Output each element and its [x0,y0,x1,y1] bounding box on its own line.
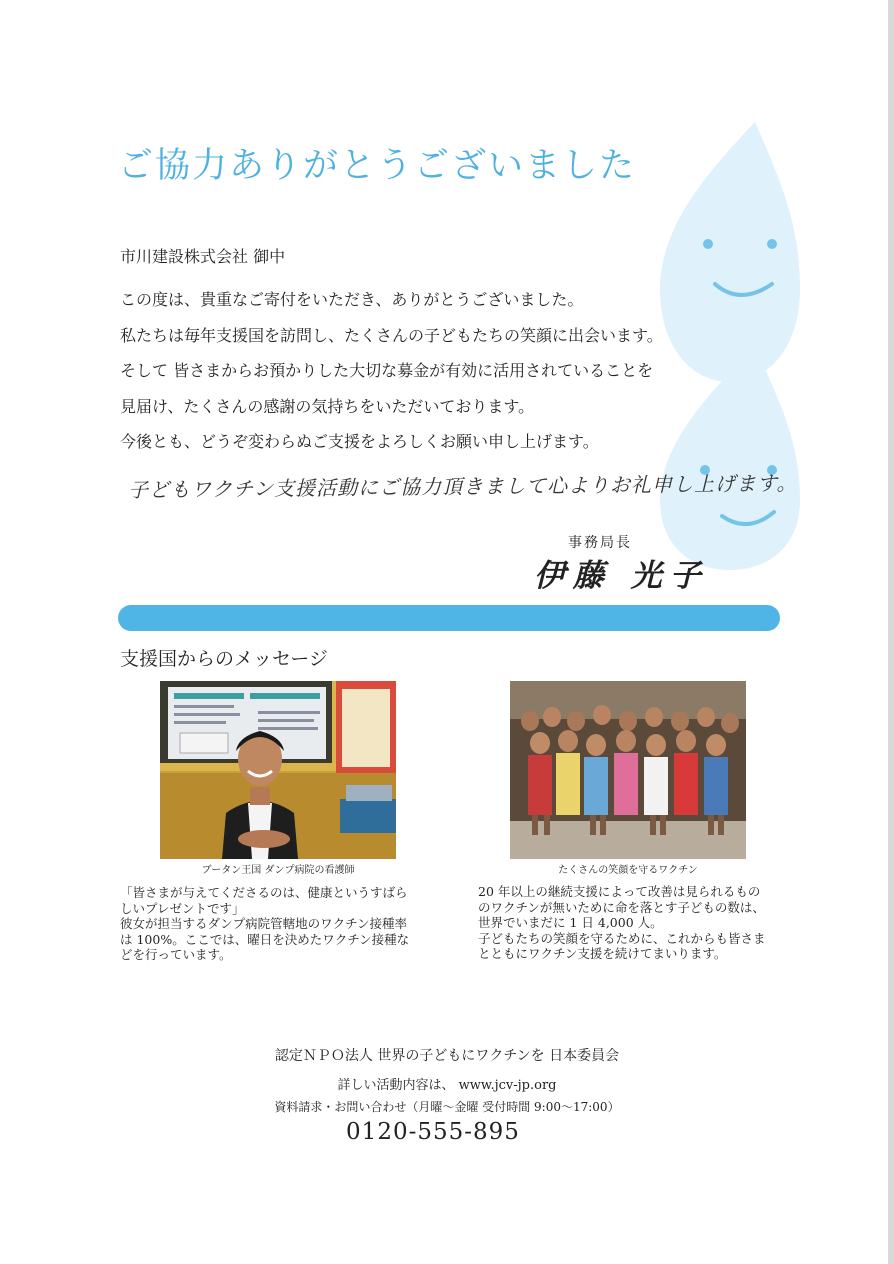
letter-line: 私たちは毎年支援国を訪問し、たくさんの子どもたちの笑顔に出会います。 [120,325,663,345]
letter-line: そして 皆さまからお預かりした大切な募金が有効に活用されていることを [120,361,654,380]
photo-caption: たくさんの笑顔を守るワクチン [558,865,698,876]
children-photo [510,681,746,859]
message-line: のワクチンが無いために命を落とす子どもの数は、 [478,899,765,915]
letter-line: 見届け、たくさんの感謝の気持ちをいただいております。 [120,396,535,416]
section-divider-bar [118,605,780,631]
footer-organization: 認定ＮＰＯ法人 世界の子どもにワクチンを 日本委員会 [274,1048,620,1064]
footer-website: 詳しい活動内容は、 www.jcv-jp.org [337,1078,557,1093]
smiling-water-drop-icon [660,120,800,570]
footer-phone: 0120-555-895 [346,1119,520,1145]
message-line: しいプレゼントです」 [120,900,245,916]
message-line: 20 年以上の継続支援によって改善は見られるもの [478,884,761,899]
page-title: ご協力ありがとうございました [118,146,637,186]
message-line: 世界でいまだに 1 日 4,000 人。 [478,915,663,930]
message-line: とともにワクチン支援を続けてまいります。 [478,946,727,961]
message-line: 「皆さまが与えてくださるのは、健康というすばら [120,885,408,900]
signature-title: 事務局長 [568,535,632,551]
message-line: は 100%。ここでは、曜日を決めたワクチン接種な [120,931,410,947]
message-line: どを行っています。 [120,947,232,962]
recipient-name: 市川建設株式会社 御中 [120,247,286,266]
message-line: 子どもたちの笑顔を守るために、これからも皆さま [478,930,766,946]
message-text [120,885,440,963]
thank-you-letter-body [120,288,663,466]
nurse-photo [160,681,396,859]
handwritten-note: 子どもワクチン支援活動にご協力頂きまして心よりお礼申し上げます。 [127,470,798,502]
message-text [478,884,793,962]
letter-line: 今後とも、どうぞ変わらぬご支援をよろしくお願い申し上げます。 [120,432,599,451]
photo-caption: ブータン王国 ダンプ病院の看護師 [201,865,355,876]
footer-contact: 資料請求・お問い合わせ（月曜～金曜 受付時間 9:00～17:00） [274,1100,620,1114]
letter-line: この度は、貴重なご寄付をいただき、ありがとうございました。 [120,290,584,309]
message-line: 彼女が担当するダンプ病院管轄地のワクチン接種率 [120,916,408,931]
signature-name: 伊藤 光子 [534,558,709,594]
section-heading: 支援国からのメッセージ [120,648,328,670]
